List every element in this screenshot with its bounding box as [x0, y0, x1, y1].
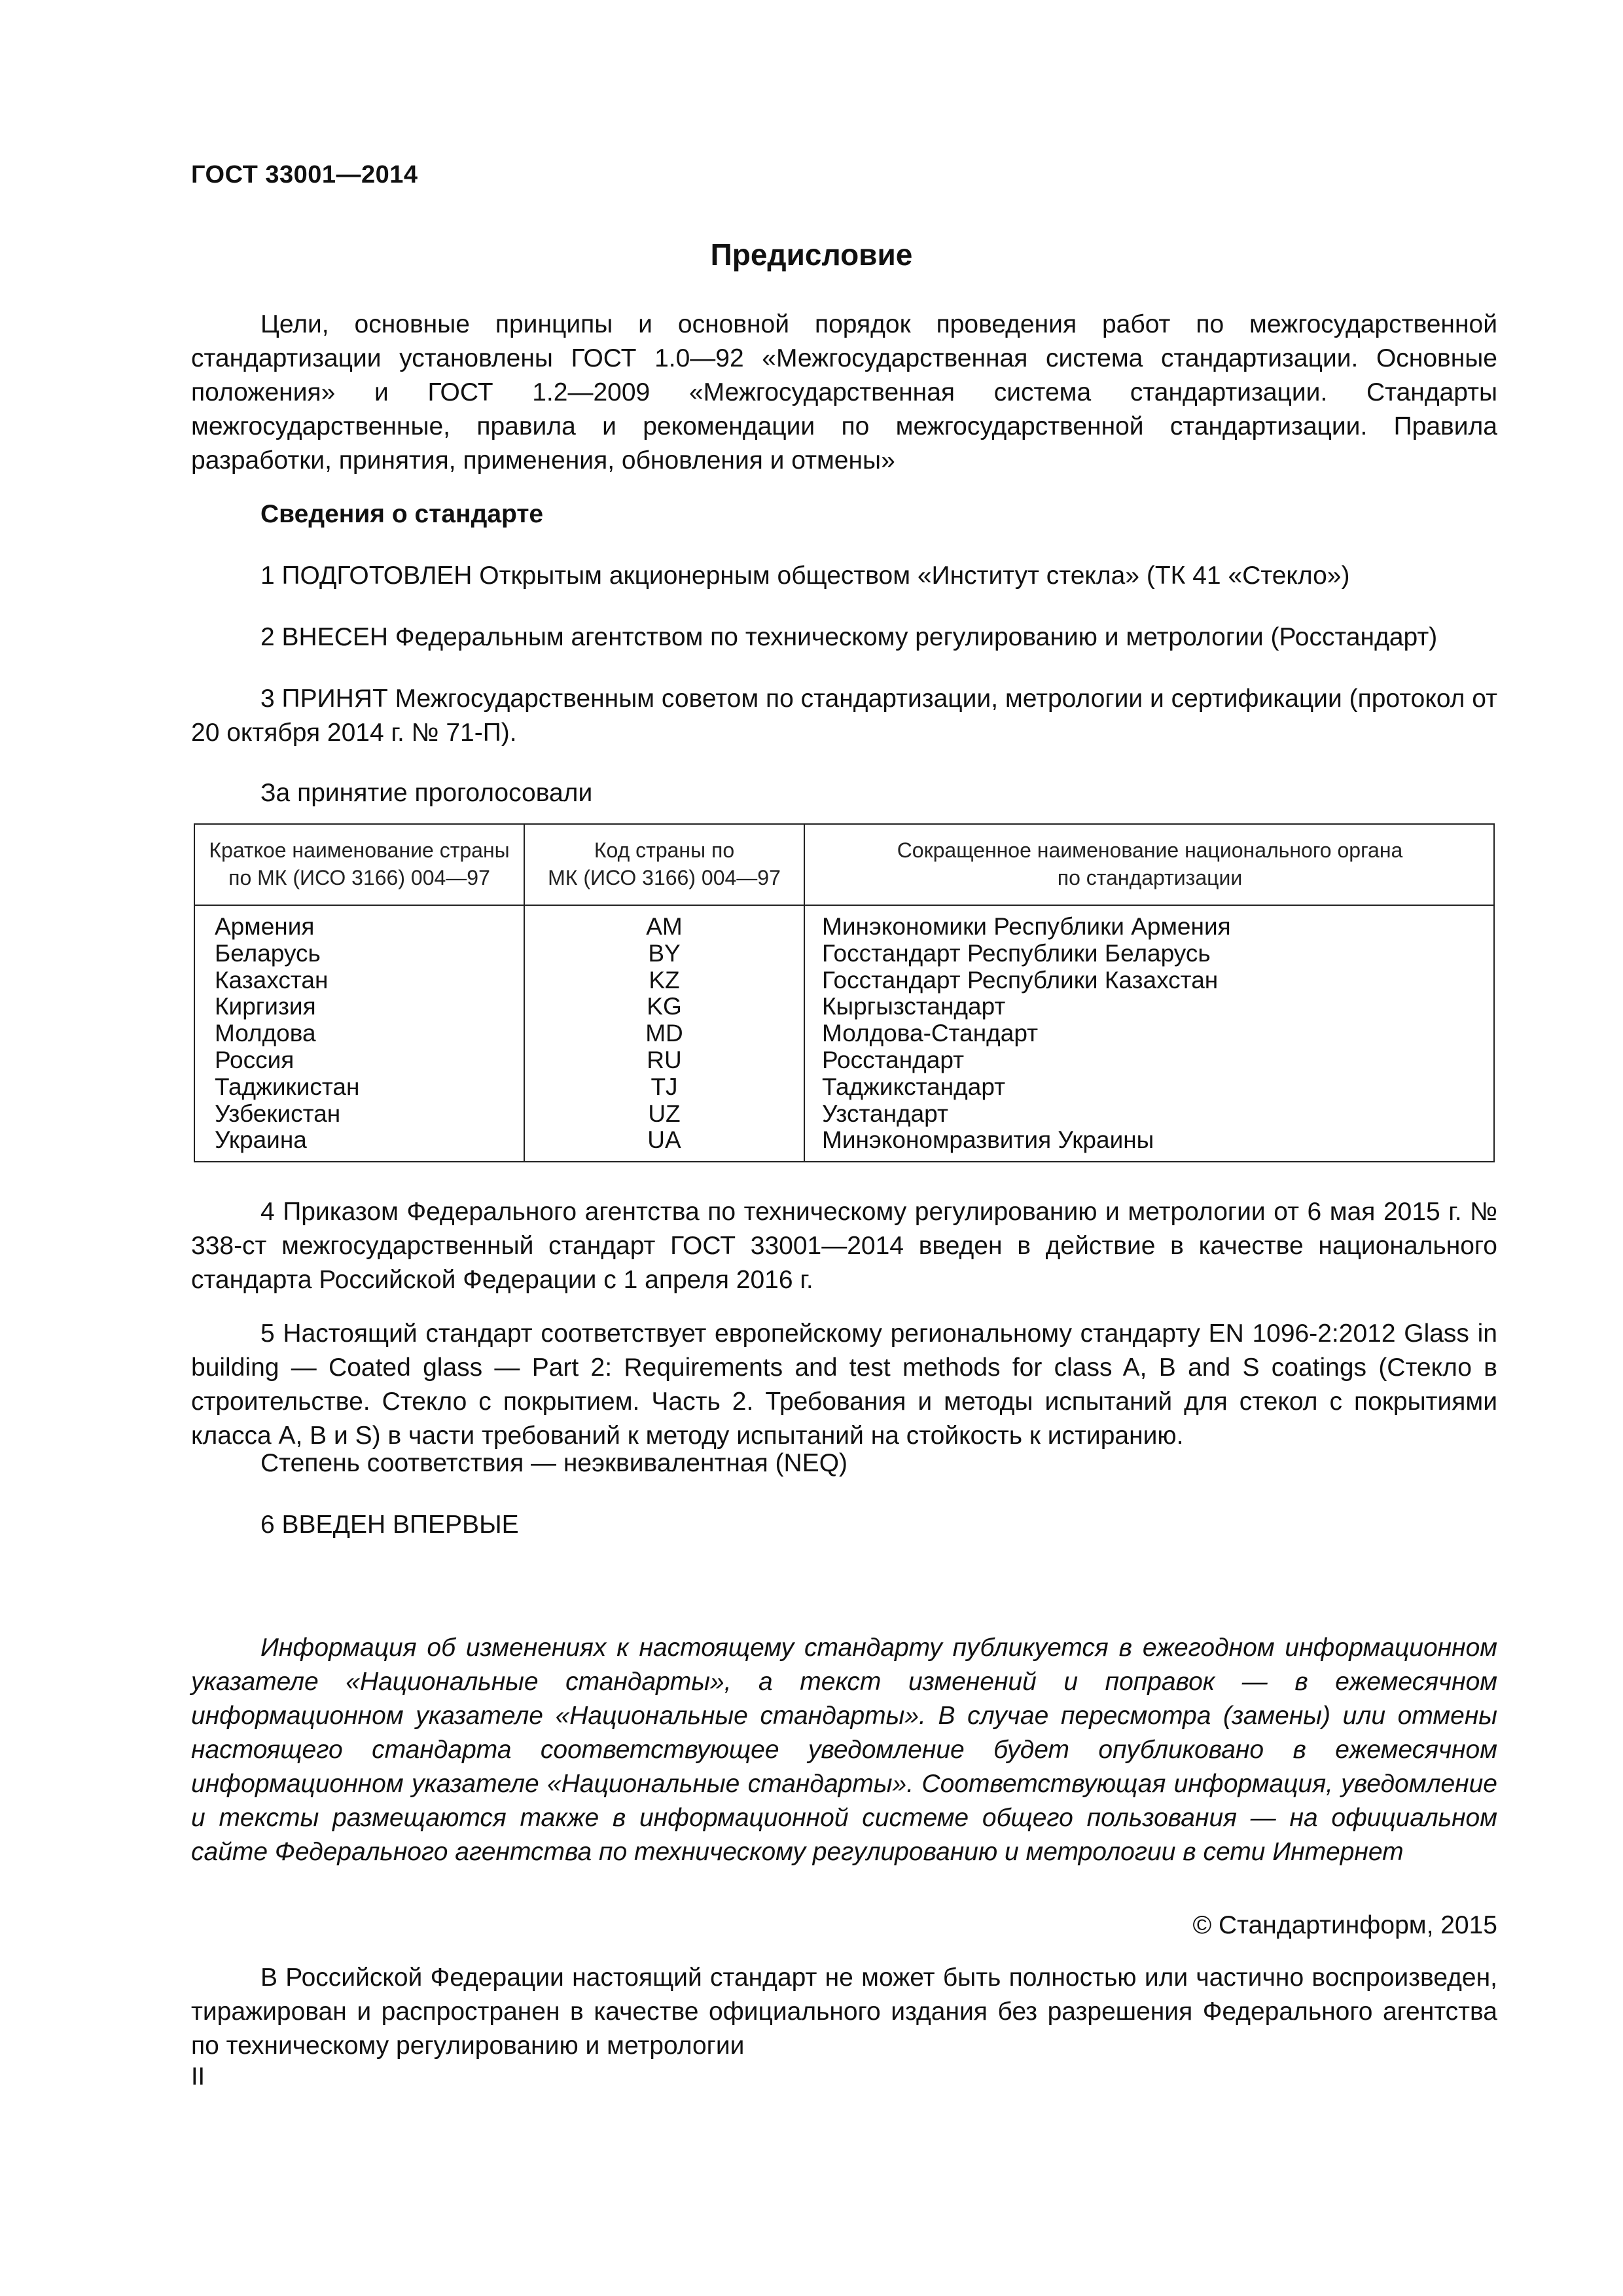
table-header-divider	[195, 905, 1493, 906]
copyright-line: © Стандартинформ, 2015	[1192, 1911, 1497, 1939]
table-header-text: Код страны по	[594, 838, 735, 862]
table-header-text: по стандартизации	[1057, 866, 1243, 889]
table-header-text: Сокращенное наименование национального органа	[897, 838, 1403, 862]
item-1-paragraph: 1 ПОДГОТОВЛЕН Открытым акционерным обществом «Институт стекла» (ТК 41 «Стекло»)	[260, 562, 1350, 590]
item-2-paragraph: 2 ВНЕСЕН Федеральным агентством по техническому регулированию и метрологии (Росстандарт)	[260, 623, 1438, 651]
table-header-body	[805, 836, 1495, 891]
page-title: Предисловие	[710, 238, 913, 272]
table-column-code	[525, 914, 804, 1154]
table-cell-country: Россия	[215, 1046, 294, 1073]
table-cell-country: Армения	[215, 913, 315, 940]
table-cell-country: Молдова	[215, 1020, 316, 1047]
table-column-country	[215, 914, 516, 1154]
page-number: II	[191, 2063, 205, 2090]
table-header-country	[195, 836, 524, 891]
table-cell-body: Минэкономразвития Украины	[822, 1126, 1154, 1154]
voting-countries-table	[194, 823, 1495, 1162]
voted-label: За принятие проголосовали	[260, 779, 593, 807]
intro-paragraph: Цели, основные принципы и основной порядок проведения работ по межгосударственной стандартизации установлены ГОСТ 1.0—92 «Межгосударственная система стандартизации. Основные положения» и ГОСТ 1.2—2009 «Межгосударственная система стандартизации. Стандарты межгосударственные, правила и рекомендации по межгосударственной стандартизации. Правила разработки, принятия, применения, обновления и отмены»	[191, 310, 1497, 475]
item-4-paragraph: 4 Приказом Федерального агентства по техническому регулированию и метрологии от 6 мая 2015 г. № 338-ст межгосударственный стандарт ГОСТ 33001—2014 введен в действие в качестве национального стандарта Российской Федерации с 1 апреля 2016 г.	[191, 1198, 1497, 1294]
table-cell-country: Киргизия	[215, 993, 316, 1020]
changes-info-paragraph: Информация об изменениях к настоящему стандарту публикуется в ежегодном информационном указателе «Национальные стандарты», а текст изменений и поправок — в ежемесячном информационном указателе «Национальные стандарты». В случае пересмотра (замены) или отмены настоящего стандарта соответствующее уведомление будет опубликовано в ежемесячном информационном указателе «Национальные стандарты». Соответствующая информация, уведомление и тексты размещаются также в информационной системе общего пользования — на официальном сайте Федерального агентства по техническому регулированию и метрологии в сети Интернет	[191, 1634, 1497, 1866]
table-cell-code: BY	[648, 939, 681, 967]
table-cell-country: Таджикистан	[215, 1073, 360, 1100]
table-cell-body: Узстандарт	[822, 1100, 948, 1127]
table-cell-country: Беларусь	[215, 939, 321, 967]
section-heading: Сведения о стандарте	[260, 500, 544, 528]
table-header-code	[525, 836, 804, 891]
table-cell-body: Госстандарт Республики Беларусь	[822, 939, 1211, 967]
table-column-body	[822, 914, 1483, 1154]
table-cell-code: UA	[647, 1126, 681, 1154]
table-cell-code: RU	[647, 1046, 682, 1073]
table-cell-code: TJ	[651, 1073, 678, 1100]
item-6-paragraph: 6 ВВЕДЕН ВПЕРВЫЕ	[260, 1511, 519, 1539]
table-cell-country: Казахстан	[215, 966, 329, 994]
table-cell-body: Госстандарт Республики Казахстан	[822, 966, 1219, 994]
table-cell-body: Таджикстандарт	[822, 1073, 1006, 1100]
table-header-text: МК (ИСО 3166) 004—97	[548, 866, 781, 889]
table-cell-body: Кыргызстандарт	[822, 993, 1006, 1020]
table-cell-body: Минэкономики Республики Армения	[822, 913, 1231, 940]
table-cell-code: KG	[647, 993, 682, 1020]
table-header-text: по МК (ИСО 3166) 004—97	[228, 866, 490, 889]
table-cell-country: Украина	[215, 1126, 307, 1154]
legal-notice-paragraph: В Российской Федерации настоящий стандарт не может быть полностью или частично воспроизведен, тиражирован и распространен в качестве официального издания без разрешения Федерального агентства по техническому регулированию и метрологии	[191, 1964, 1497, 2060]
item-3-paragraph: 3 ПРИНЯТ Межгосударственным советом по стандартизации, метрологии и сертификации (протокол от 20 октября 2014 г. № 71-П).	[191, 685, 1497, 747]
document-code-header: ГОСТ 33001—2014	[191, 161, 418, 188]
table-header-text: Краткое наименование страны	[209, 838, 510, 862]
table-cell-body: Молдова-Стандарт	[822, 1020, 1039, 1047]
degree-of-conformity: Степень соответствия — неэквивалентная (NEQ)	[260, 1449, 848, 1477]
table-cell-code: KZ	[649, 966, 680, 994]
item-5-paragraph: 5 Настоящий стандарт соответствует европейскому региональному стандарту EN 1096-2:2012 Glass in building — Coated glass — Part 2: Requirements and test methods for class A, B and S coatings (Стекло в строительстве. Стекло с покрытием. Часть 2. Требования и методы испытаний для стекол с покрытиями класса А, В и S) в части требований к методу испытаний на стойкость к истиранию.	[191, 1319, 1497, 1450]
table-cell-code: MD	[645, 1020, 683, 1047]
table-cell-code: AM	[646, 913, 683, 940]
table-cell-body: Росстандарт	[822, 1046, 965, 1073]
table-cell-code: UZ	[648, 1100, 681, 1127]
table-cell-country: Узбекистан	[215, 1100, 341, 1127]
